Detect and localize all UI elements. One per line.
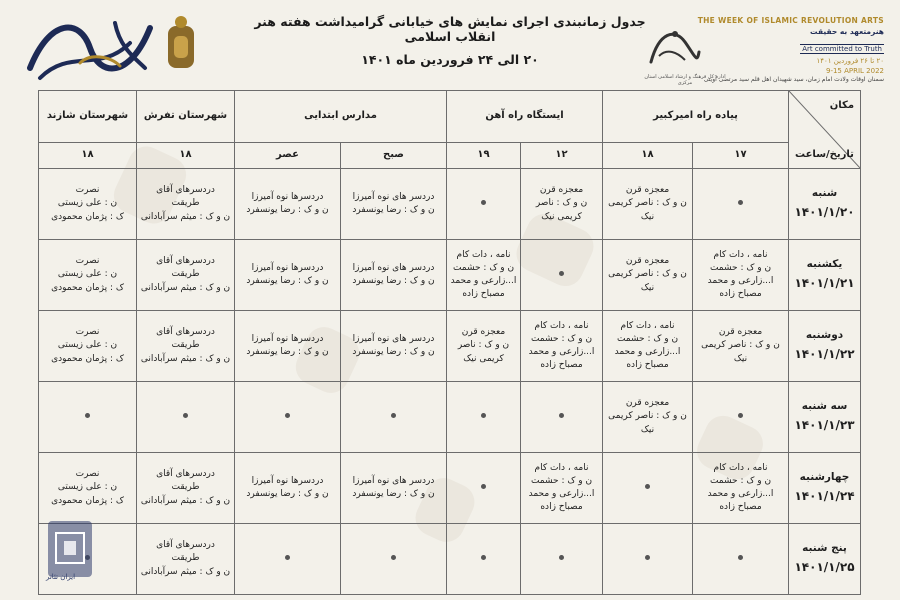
- schedule-cell: [235, 311, 341, 382]
- day-name: پنج شنبه: [802, 542, 847, 555]
- performance-text: نصرت: [75, 469, 100, 480]
- performance-text: ن و ک : رضا یونسفرد: [246, 489, 329, 499]
- schedule-cell: [341, 169, 447, 240]
- schedule-cell: [137, 453, 235, 524]
- corner-date-label: تاریخ/ساعت: [795, 148, 854, 160]
- schedule-cell: [603, 311, 693, 382]
- schedule-cell: [39, 169, 137, 240]
- schedule-cell: [39, 453, 137, 524]
- empty-dot-icon: [285, 555, 290, 560]
- day-name: یکشنبه: [806, 258, 843, 271]
- table-row: [39, 524, 861, 595]
- calligraphy-emblem-icon: [645, 22, 703, 72]
- empty-dot-icon: [738, 413, 743, 418]
- performance-text: نیک: [733, 353, 748, 364]
- page-subtitle: ۲۰ الی ۲۴ فروردین ماه ۱۴۰۱: [361, 52, 539, 67]
- brand-tagline: Art committed to Truth: [802, 45, 882, 53]
- performance-text: دردسرهای آقای: [156, 540, 215, 551]
- performance-text: طریقت: [171, 340, 200, 351]
- schedule-cell: [693, 169, 789, 240]
- performance-text: ن و ک : رضا یونسفرد: [352, 276, 435, 286]
- performance-text: دردسر های نوه آمیرزا: [352, 475, 435, 486]
- performance-text: ک : پژمان محمودی: [51, 282, 124, 293]
- performance-text: مصباح زاده: [462, 289, 505, 300]
- performance-text: ا...زارعی و محمد: [707, 489, 774, 499]
- empty-dot-icon: [481, 413, 486, 418]
- performance-text: معجزه قرن: [718, 327, 763, 338]
- empty-dot-icon: [481, 484, 486, 489]
- performance-text: مصباح زاده: [540, 502, 583, 513]
- empty-dot-icon: [481, 200, 486, 205]
- brand-location: سمنان اوقات ولادت امام زمان، سید شهیدان اهل قلم سید مرتضی آوینی: [703, 76, 884, 83]
- performance-text: ا...زارعی و محمد: [707, 276, 774, 286]
- performance-text: ن و ک : حشمت: [452, 262, 515, 273]
- performance-text: نیک: [640, 424, 655, 435]
- schedule-cell: [137, 240, 235, 311]
- time-header: صبح: [341, 143, 447, 169]
- schedule-cell: [447, 524, 521, 595]
- table-row: [39, 311, 861, 382]
- performance-text: طریقت: [171, 553, 200, 564]
- day-date: ۱۴۰۱/۱/۲۱: [794, 276, 855, 291]
- performance-text: ن و ک : ناصر: [457, 340, 510, 351]
- performance-text: دردسر های نوه آمیرزا: [352, 333, 435, 344]
- location-header: شهرستان شازند: [39, 91, 137, 143]
- performance-text: دردسرهای آقای: [156, 469, 215, 480]
- day-cell: [789, 311, 861, 382]
- schedule-cell: [603, 169, 693, 240]
- schedule-cell: [341, 524, 447, 595]
- location-header: ایستگاه راه آهن: [447, 91, 603, 143]
- schedule-cell: [137, 382, 235, 453]
- performance-text: مصباح زاده: [540, 360, 583, 371]
- schedule-cell: [341, 311, 447, 382]
- performance-text: ن و ک : ناصر کریمی: [608, 198, 687, 209]
- organization-line: اداره کل فرهنگ و ارشاد اسلامی استان مرکزی: [644, 74, 726, 86]
- schedule-cell: [693, 382, 789, 453]
- day-cell: [789, 524, 861, 595]
- schedule-table: [38, 90, 861, 595]
- empty-dot-icon: [559, 555, 564, 560]
- performance-text: دردسرها نوه آمیرزا: [251, 333, 324, 344]
- performance-text: نصرت: [75, 185, 100, 196]
- performance-text: ک : پژمان محمودی: [51, 211, 124, 222]
- performance-text: ا...زارعی و محمد: [528, 489, 595, 499]
- schedule-cell: [341, 240, 447, 311]
- day-date: ۱۴۰۱/۱/۲۵: [794, 560, 855, 575]
- performance-text: ن : علی زیستی: [57, 198, 118, 209]
- performance-text: ن و ک : حشمت: [709, 475, 772, 486]
- day-name: سه شنبه: [801, 400, 848, 413]
- table-row: [39, 240, 861, 311]
- day-cell: [789, 169, 861, 240]
- schedule-cell: [235, 453, 341, 524]
- table-row: [39, 169, 861, 240]
- performance-text: مصباح زاده: [719, 289, 762, 300]
- performance-text: ا...زارعی و محمد: [450, 276, 517, 286]
- table-row: [39, 453, 861, 524]
- schedule-cell: [693, 240, 789, 311]
- performance-text: نصرت: [75, 256, 100, 267]
- day-date: ۱۴۰۱/۱/۲۰: [794, 205, 855, 220]
- performance-text: معجزه قرن: [625, 185, 670, 196]
- performance-text: دردسرهای آقای: [156, 327, 215, 338]
- page-title: جدول زمانبندی اجرای نمایش های خیابانی گرامیداشت هفته هنر انقلاب اسلامی: [254, 14, 646, 44]
- empty-dot-icon: [559, 271, 564, 276]
- performance-text: مصباح زاده: [626, 360, 669, 371]
- day-cell: [789, 382, 861, 453]
- side-logo: [38, 515, 108, 585]
- performance-text: دردسر های نوه آمیرزا: [352, 262, 435, 273]
- brand-persian-title: هنرمتعهد به حقیقت: [810, 27, 884, 36]
- performance-text: ن و ک : میثم سرآبادانی: [140, 495, 231, 506]
- schedule-body: [39, 169, 861, 595]
- brand-english-title: THE WEEK OF ISLAMIC REVOLUTION ARTS: [697, 16, 884, 25]
- performance-text: کریمی نیک: [463, 353, 504, 364]
- performance-text: نامه ، دات کام: [620, 320, 675, 331]
- empty-dot-icon: [285, 413, 290, 418]
- empty-dot-icon: [645, 555, 650, 560]
- performance-text: ن و ک : حشمت: [530, 333, 593, 344]
- time-header: ۱۸: [137, 143, 235, 169]
- schedule-cell: [521, 524, 603, 595]
- schedule-cell: [603, 240, 693, 311]
- performance-text: ن و ک : رضا یونسفرد: [352, 347, 435, 357]
- performance-text: مصباح زاده: [719, 502, 762, 513]
- schedule-cell: [521, 382, 603, 453]
- day-cell: [789, 240, 861, 311]
- performance-text: ن و ک : میثم سرآبادانی: [140, 211, 231, 222]
- time-header: عصر: [235, 143, 341, 169]
- performance-text: معجزه قرن: [461, 327, 506, 338]
- schedule-cell: [447, 382, 521, 453]
- schedule-cell: [39, 311, 137, 382]
- performance-text: نیک: [640, 211, 655, 222]
- schedule-cell: [341, 453, 447, 524]
- empty-dot-icon: [391, 413, 396, 418]
- performance-text: نیک: [640, 282, 655, 293]
- performance-text: ن و ک : میثم سرآبادانی: [140, 282, 231, 293]
- performance-text: دردسرهای آقای: [156, 185, 215, 196]
- schedule-cell: [137, 169, 235, 240]
- empty-dot-icon: [183, 413, 188, 418]
- schedule-cell: [521, 240, 603, 311]
- performance-text: نامه ، دات کام: [456, 249, 511, 260]
- performance-text: طریقت: [171, 482, 200, 493]
- schedule-cell: [235, 169, 341, 240]
- performance-text: دردسر های نوه آمیرزا: [352, 191, 435, 202]
- table-corner-header: [789, 91, 861, 169]
- day-name: چهارشنبه: [799, 471, 850, 484]
- performance-text: ن : علی زیستی: [57, 482, 118, 493]
- performance-text: ن و ک : رضا یونسفرد: [352, 205, 435, 215]
- performance-text: ک : پژمان محمودی: [51, 495, 124, 506]
- performance-text: دردسرها نوه آمیرزا: [251, 191, 324, 202]
- time-header: ۱۹: [447, 143, 521, 169]
- performance-text: ن و ک : ناصر کریمی: [608, 269, 687, 280]
- time-header: ۱۸: [603, 143, 693, 169]
- schedule-cell: [39, 382, 137, 453]
- time-header: ۱۷: [693, 143, 789, 169]
- page-header: [0, 0, 900, 88]
- empty-dot-icon: [559, 413, 564, 418]
- schedule-cell: [235, 382, 341, 453]
- location-header: شهرستان تفرش: [137, 91, 235, 143]
- performance-text: نصرت: [75, 327, 100, 338]
- performance-text: نامه ، دات کام: [713, 462, 768, 473]
- schedule-cell: [341, 382, 447, 453]
- performance-text: دردسرهای آقای: [156, 256, 215, 267]
- empty-dot-icon: [391, 555, 396, 560]
- performance-text: معجزه قرن: [625, 398, 670, 409]
- schedule-cell: [447, 311, 521, 382]
- performance-text: معجزه قرن: [539, 185, 584, 196]
- performance-text: ن و ک : ناصر کریمی: [608, 411, 687, 422]
- day-date: ۱۴۰۱/۱/۲۴: [794, 489, 855, 504]
- schedule-cell: [693, 311, 789, 382]
- day-date: ۱۴۰۱/۱/۲۲: [794, 347, 855, 362]
- schedule-cell: [39, 240, 137, 311]
- day-name: شنبه: [811, 187, 838, 200]
- performance-text: ن : علی زیستی: [57, 340, 118, 351]
- schedule-cell: [235, 524, 341, 595]
- schedule-cell: [603, 453, 693, 524]
- empty-dot-icon: [481, 555, 486, 560]
- schedule-cell: [521, 453, 603, 524]
- festival-logo: [20, 8, 210, 84]
- performance-text: ن و ک : حشمت: [530, 475, 593, 486]
- performance-text: ن و ک : رضا یونسفرد: [246, 276, 329, 286]
- schedule-cell: [693, 453, 789, 524]
- schedule-cell: [447, 169, 521, 240]
- performance-text: ن : علی زیستی: [57, 269, 118, 280]
- empty-dot-icon: [85, 413, 90, 418]
- empty-dot-icon: [738, 200, 743, 205]
- schedule-cell: [603, 524, 693, 595]
- performance-text: ن و ک : ناصر: [535, 198, 588, 209]
- performance-text: دردسرها نوه آمیرزا: [251, 475, 324, 486]
- day-cell: [789, 453, 861, 524]
- side-logo-label: ایران تئاتر: [46, 573, 76, 581]
- empty-dot-icon: [645, 484, 650, 489]
- performance-text: ن و ک : میثم سرآبادانی: [140, 566, 231, 577]
- location-header: پیاده راه امیرکبیر: [603, 91, 789, 143]
- performance-text: ن و ک : رضا یونسفرد: [246, 205, 329, 215]
- schedule-cell: [137, 524, 235, 595]
- schedule-cell: [447, 453, 521, 524]
- brand-date-en: 9-15 APRIL 2022: [826, 67, 884, 75]
- performance-text: ن و ک : رضا یونسفرد: [352, 489, 435, 499]
- performance-text: ا...زارعی و محمد: [614, 347, 681, 357]
- performance-text: ا...زارعی و محمد: [528, 347, 595, 357]
- performance-text: طریقت: [171, 198, 200, 209]
- schedule-cell: [521, 169, 603, 240]
- location-header: مدارس ابتدایی: [235, 91, 447, 143]
- schedule-cell: [603, 382, 693, 453]
- performance-text: ن و ک : میثم سرآبادانی: [140, 353, 231, 364]
- performance-text: طریقت: [171, 269, 200, 280]
- performance-text: کریمی نیک: [541, 211, 582, 222]
- time-header: ۱۲: [521, 143, 603, 169]
- schedule-cell: [235, 240, 341, 311]
- performance-text: نامه ، دات کام: [534, 320, 589, 331]
- schedule-cell: [447, 240, 521, 311]
- performance-text: ن و ک : ناصر کریمی: [701, 340, 780, 351]
- brand-date-fa: ۲۰ تا ۲۶ فروردین ۱۴۰۱: [816, 57, 884, 65]
- day-date: ۱۴۰۱/۱/۲۳: [794, 418, 855, 433]
- festival-logo-icon: [20, 8, 210, 84]
- performance-text: ن و ک : حشمت: [709, 262, 772, 273]
- performance-text: نامه ، دات کام: [534, 462, 589, 473]
- performance-text: ن و ک : رضا یونسفرد: [246, 347, 329, 357]
- performance-text: معجزه قرن: [625, 256, 670, 267]
- corner-place-label: مکان: [829, 100, 855, 111]
- schedule-cell: [137, 311, 235, 382]
- schedule-cell: [521, 311, 603, 382]
- time-header: ۱۸: [39, 143, 137, 169]
- performance-text: دردسرها نوه آمیرزا: [251, 262, 324, 273]
- performance-text: ک : پژمان محمودی: [51, 353, 124, 364]
- schedule-cell: [693, 524, 789, 595]
- empty-dot-icon: [738, 555, 743, 560]
- table-row: [39, 382, 861, 453]
- performance-text: نامه ، دات کام: [713, 249, 768, 260]
- performance-text: ن و ک : حشمت: [616, 333, 679, 344]
- day-name: دوشنبه: [805, 329, 844, 342]
